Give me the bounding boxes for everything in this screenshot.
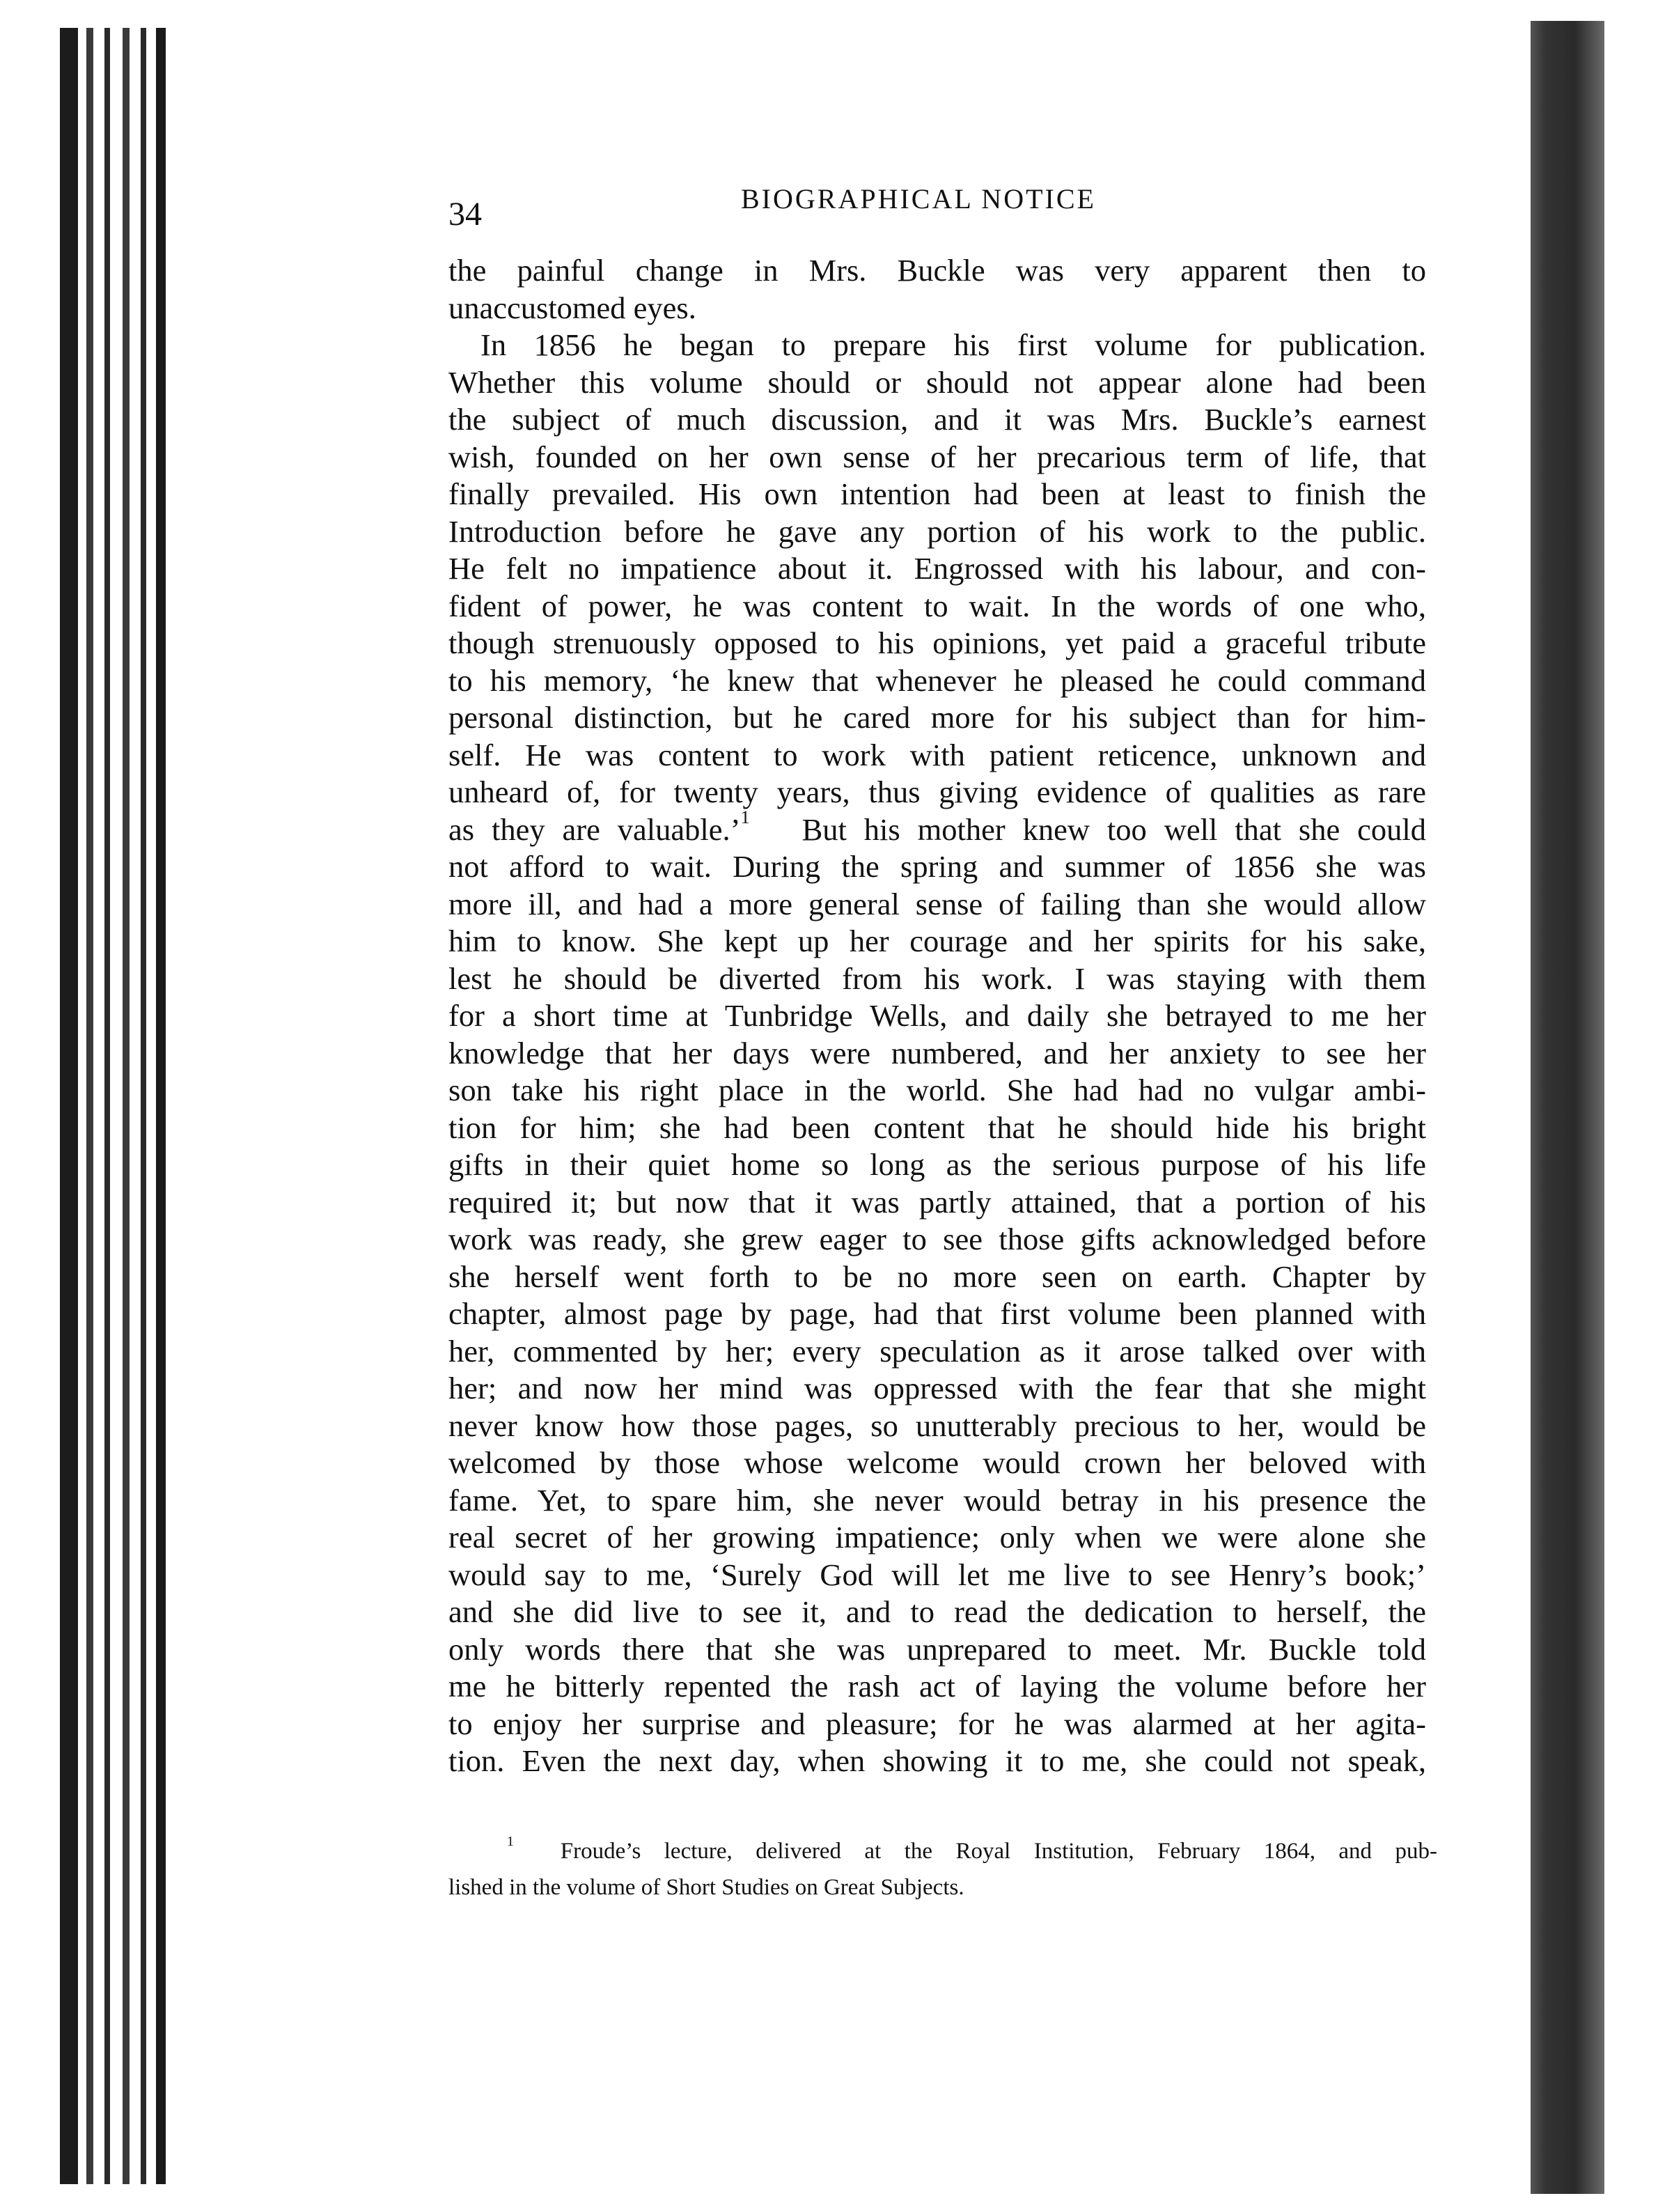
text-line: fame. Yet, to spare him, she never would betray in his presence the bbox=[448, 1482, 1426, 1518]
text-line: the subject of much discussion, and it was Mrs. Buckle’s earnest bbox=[448, 402, 1426, 437]
text-line: work was ready, she grew eager to see those gifts acknowledged before bbox=[448, 1222, 1426, 1256]
book-spine-shadow bbox=[1531, 21, 1604, 2194]
text-line bbox=[448, 806, 1426, 849]
text-line: In 1856 he began to prepare his first volume for publication. bbox=[480, 327, 1426, 362]
text-line: lest he should be diverted from his work. I was staying with them bbox=[448, 960, 1426, 996]
text-line: knowledge that her days were numbered, and her anxiety to see her bbox=[448, 1035, 1426, 1070]
footnote-marker: 1 bbox=[507, 1834, 514, 1850]
text-line: required it; but now that it was partly attained, that a portion of his bbox=[448, 1184, 1426, 1220]
text-line: unheard of, for twenty years, thus giving evidence of qualities as rare bbox=[448, 774, 1426, 809]
text-line: and she did live to see it, and to read the dedication to herself, the bbox=[448, 1594, 1426, 1629]
sentence-continuation: But his mother knew too well that she could bbox=[801, 811, 1426, 847]
footnote-ref: 1 bbox=[740, 806, 750, 827]
text-line: never know how those pages, so unutterably precious to her, would be bbox=[448, 1408, 1426, 1443]
text-line: He felt no impatience about it. Engrossed with his labour, and con- bbox=[448, 551, 1426, 586]
running-title: BIOGRAPHICAL NOTICE bbox=[741, 183, 1096, 215]
text-line: finally prevailed. His own intention had been at least to finish the bbox=[448, 476, 1426, 511]
page-number: 34 bbox=[448, 196, 482, 233]
page-edge bbox=[104, 28, 110, 2184]
text-line: tion. Even the next day, when showing it to me, she could not speak, bbox=[448, 1743, 1426, 1778]
text-line: more ill, and had a more general sense of failing than she would allow bbox=[448, 886, 1426, 921]
margin bbox=[1604, 21, 1674, 2194]
footnote-line bbox=[448, 1833, 1437, 1869]
text-line: her, commented by her; every speculation as it arose talked over with bbox=[448, 1333, 1426, 1369]
text-line: me he bitterly repented the rash act of laying the volume before her bbox=[448, 1669, 1426, 1704]
text-line: to his memory, ‘he knew that whenever he pleased he could command bbox=[448, 662, 1426, 698]
page-edge bbox=[86, 28, 93, 2184]
page-edge bbox=[60, 28, 78, 2184]
text-line: him to know. She kept up her courage and her spirits for his sake, bbox=[448, 924, 1426, 958]
quote-end: as they are valuable.’ bbox=[448, 811, 741, 847]
body-text bbox=[448, 252, 1426, 1780]
text-line: unaccustomed eyes. bbox=[448, 290, 696, 325]
page-edge bbox=[123, 28, 130, 2184]
text-line: tion for him; she had been content that he should hide his bright bbox=[448, 1109, 1426, 1145]
page-edge bbox=[141, 28, 146, 2184]
footnote bbox=[448, 1833, 1437, 1906]
text-line: Whether this volume should or should not appear alone had been bbox=[448, 364, 1426, 400]
footnote-line: lished in the volume of Short Studies on Great Subjects. bbox=[448, 1875, 964, 1900]
book-page-stack bbox=[0, 0, 171, 2212]
page-edge bbox=[156, 28, 166, 2184]
text-line: only words there that she was unprepared to meet. Mr. Buckle told bbox=[448, 1631, 1426, 1667]
text-line: the painful change in Mrs. Buckle was very apparent then to bbox=[448, 253, 1426, 288]
footnote-text: Froude’s lecture, delivered at the Royal Institution, February 1864, and pub- bbox=[560, 1839, 1437, 1864]
text-line: Introduction before he gave any portion of his work to the public. bbox=[448, 513, 1426, 549]
text-line: real secret of her growing impatience; only when we were alone she bbox=[448, 1520, 1426, 1555]
text-line: would say to me, ‘Surely God will let me live to see Henry’s book;’ bbox=[448, 1557, 1426, 1592]
text-line: to enjoy her surprise and pleasure; for he was alarmed at her agita- bbox=[448, 1706, 1426, 1741]
text-line: self. He was content to work with patient reticence, unknown and bbox=[448, 737, 1426, 772]
text-line: wish, founded on her own sense of her precarious term of life, that bbox=[448, 439, 1426, 474]
text-line: though strenuously opposed to his opinions, yet paid a graceful tribute bbox=[448, 625, 1426, 660]
text-line: welcomed by those whose welcome would crown her beloved with bbox=[448, 1445, 1426, 1480]
text-line: for a short time at Tunbridge Wells, and daily she betrayed to me her bbox=[448, 998, 1426, 1033]
text-line: fident of power, he was content to wait. In the words of one who, bbox=[448, 588, 1426, 623]
text-line: not afford to wait. During the spring and summer of 1856 she was bbox=[448, 849, 1426, 884]
text-line: personal distinction, but he cared more for his subject than for him- bbox=[448, 700, 1426, 735]
text-line: son take his right place in the world. She had had no vulgar ambi- bbox=[448, 1073, 1426, 1107]
text-line: she herself went forth to be no more seen on earth. Chapter by bbox=[448, 1259, 1426, 1294]
text-line: gifts in their quiet home so long as the serious purpose of his life bbox=[448, 1147, 1426, 1182]
text-line: her; and now her mind was oppressed with the fear that she might bbox=[448, 1371, 1426, 1405]
running-header bbox=[448, 182, 1426, 231]
text-line: chapter, almost page by page, had that first volume been planned with bbox=[448, 1296, 1426, 1331]
